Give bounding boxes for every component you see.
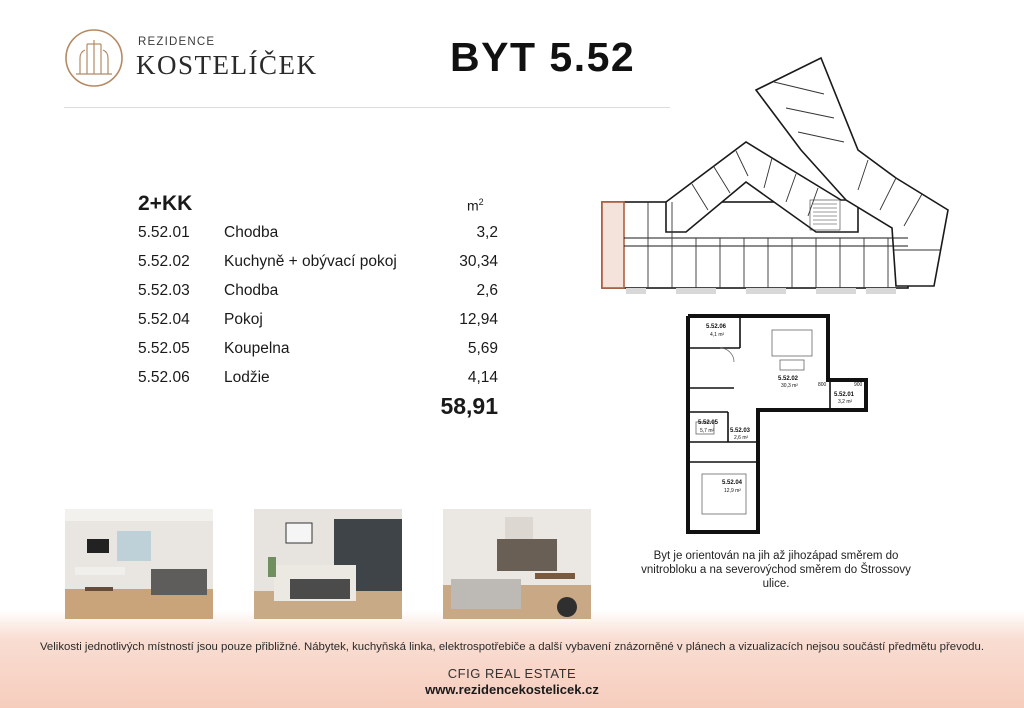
plan-area-5-52-05: 5,7 m² [700,428,715,434]
room-table [138,222,508,396]
room-code: 5.52.02 [138,253,190,270]
room-area: 3,2 [476,224,498,241]
table-row [138,251,508,280]
plan-area-5-52-04: 12,9 m² [724,488,741,494]
room-name: Chodba [224,224,279,241]
plan-area-5-52-03: 2,6 m² [734,435,749,441]
brand-top-text: REZIDENCE [138,36,216,48]
plan-label-5-52-03: 5.52.03 [730,428,751,434]
interior-photo-kitchen [443,509,591,619]
room-code: 5.52.04 [138,311,190,328]
plan-area-5-52-01: 3,2 m² [838,399,853,405]
table-row [138,309,508,338]
plan-label-5-52-06: 5.52.06 [706,324,727,330]
area-unit-exponent: 2 [478,197,484,207]
plan-label-5-52-04: 5.52.04 [722,480,743,486]
room-name: Koupelna [224,340,290,357]
footer-website-link[interactable]: www.rezidencekostelicek.cz [425,682,599,697]
table-row [138,367,508,396]
logo-emblem-icon [64,28,124,88]
page-title: BYT 5.52 [450,34,636,80]
area-unit: m [467,197,479,214]
room-code: 5.52.03 [138,282,190,299]
building-floor-plan [596,50,962,300]
table-row [138,280,508,309]
room-name: Pokoj [224,311,263,328]
unit-type: 2+KK [138,192,193,215]
footer-company: CFIG REAL ESTATE [447,666,577,681]
table-row [138,222,508,251]
room-area: 30,34 [459,253,498,270]
footer-disclaimer: Velikosti jednotlivých místností jsou pouze přibližné. Nábytek, kuchyňská linka, elektrospotřebiče a další vybavení znázorněné v plánech a vizualizacích nejsou součástí předmětu převodu. [39,641,985,653]
total-area: 58,91 [440,393,498,419]
door-width-2: 900 [854,382,863,388]
plan-area-5-52-02: 30,3 m² [781,383,798,389]
plan-area-5-52-06: 4,1 m² [710,332,725,338]
room-area: 5,69 [467,340,498,357]
interior-photo-bedroom [254,509,402,619]
room-area: 2,6 [476,282,498,299]
plan-label-5-52-02: 5.52.02 [778,376,799,382]
room-name: Chodba [224,282,279,299]
room-name: Lodžie [224,369,270,386]
room-area: 4,14 [467,369,498,386]
room-area: 12,94 [459,311,498,328]
plan-label-5-52-05: 5.52.05 [698,420,719,426]
table-row [138,338,508,367]
brand-logo [64,28,318,88]
room-code: 5.52.06 [138,369,190,386]
door-width-1: 800 [818,382,827,388]
room-code: 5.52.05 [138,340,190,357]
plan-label-5-52-01: 5.52.01 [834,392,855,398]
room-name: Kuchyně + obývací pokoj [224,253,397,270]
brand-main-text: KOSTELÍČEK [136,50,318,80]
header-divider [64,107,670,108]
interior-photo-living-room [65,509,213,619]
orientation-description: Byt je orientován na jih až jihozápad směrem do vnitrobloku a na severovýchod směrem do Štrossovy ulice. [641,550,911,590]
unit-floor-plan [684,312,874,536]
room-code: 5.52.01 [138,224,190,241]
area-column-header [467,197,484,214]
